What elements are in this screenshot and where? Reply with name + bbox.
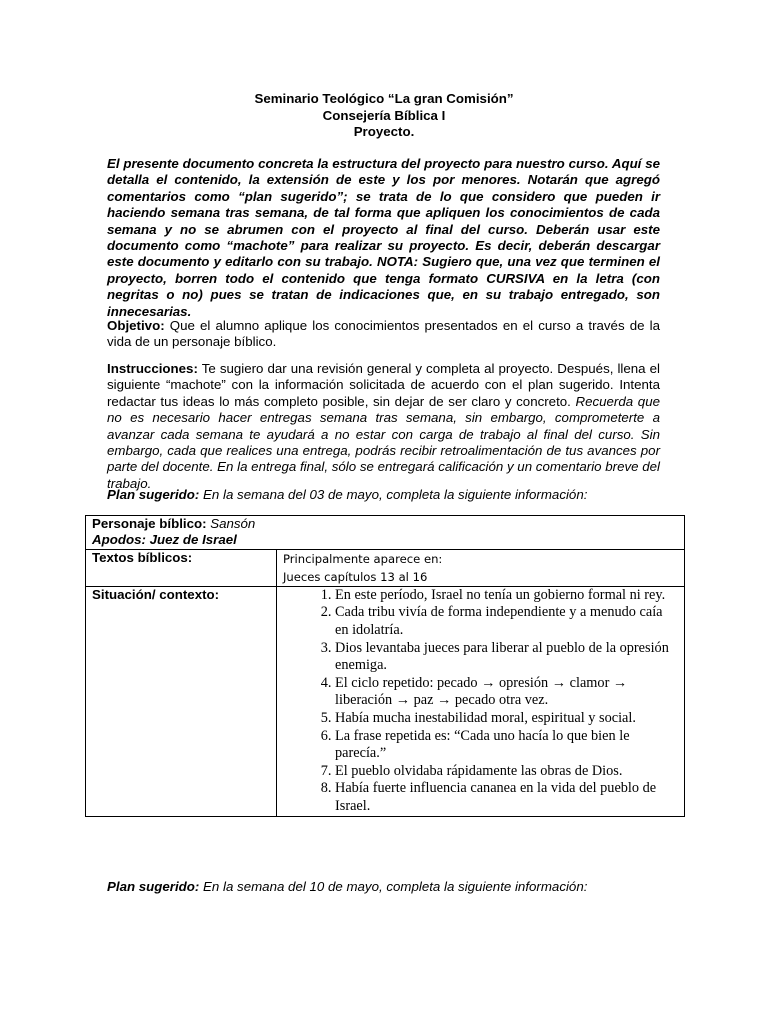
course-title: Consejería Bíblica I xyxy=(322,107,446,123)
situacion-list xyxy=(283,587,678,816)
document-header xyxy=(0,91,768,141)
list-item: 3. Dios levantaba jueces para liberar al pueblo de la opresión enemiga. xyxy=(335,640,672,675)
objetivo-text: Que el alumno aplique los conocimientos presentados en el curso a través de la vida de un personaje bíblico. xyxy=(107,318,660,350)
list-item: 5. Había mucha inestabilidad moral, espiritual y social. xyxy=(335,710,672,728)
textos-label-cell xyxy=(86,549,277,586)
list-item: 2. Cada tribu vivía de forma independiente y a menudo caía en idolatría. xyxy=(335,604,672,639)
plan2-text: En la semana del 10 de mayo, completa la siguiente información: xyxy=(199,879,588,894)
character-table xyxy=(85,515,685,817)
plan2-label: Plan sugerido: xyxy=(107,879,200,894)
situacion-label-cell xyxy=(86,586,277,816)
seminary-title: Seminario Teológico “La gran Comisión” xyxy=(254,91,514,106)
list-item: 4. El ciclo repetido: pecado → opresión → clamor → liberación → paz → pecado otra vez. xyxy=(335,675,672,710)
plan-sugerido-2 xyxy=(107,879,660,895)
instrucciones-paragraph xyxy=(107,361,660,492)
situacion-label: Situación/ contexto: xyxy=(92,586,220,602)
table-row xyxy=(86,549,685,586)
plan-sugerido-1 xyxy=(107,487,660,503)
objetivo-paragraph xyxy=(107,318,660,351)
situacion-value-cell xyxy=(277,586,685,816)
table-row xyxy=(86,586,685,816)
textos-line-2: Jueces capítulos 13 al 16 xyxy=(283,569,428,584)
personaje-label: Personaje bíblico: xyxy=(92,516,207,531)
list-item: 7. El pueblo olvidaba rápidamente las obras de Dios. xyxy=(335,763,672,781)
table-row xyxy=(86,516,685,550)
list-item: 1. En este período, Israel no tenía un gobierno formal ni rey. xyxy=(335,587,672,605)
plan1-label: Plan sugerido: xyxy=(107,487,200,502)
list-item: 6. La frase repetida es: “Cada uno hacía lo que bien le parecía.” xyxy=(335,728,672,763)
instrucciones-label: Instrucciones: xyxy=(107,361,198,376)
instrucciones-italic-text: Recuerda que no es necesario hacer entregas semana tras semana, sin embargo, comprometerte a avanzar cada semana te ayudará a no estar con carga de trabajo al final del curso. Sin embargo, cada que realices una entrega, podrás recibir retroalimentación de tus avances por parte del docente. En la entrega final, sólo se entregará calificación y un comentario breve del trabajo. xyxy=(107,393,660,491)
intro-paragraph: El presente documento concreta la estructura del proyecto para nuestro curso. Aquí se detalla el contenido, la extensión de este y los por menores. Notarán que agregó comentarios como “plan sugerido”; se trata de lo que considero que pueden ir haciendo semana tras semana, de tal forma que apliquen los conocimientos de cada semana y no se abrumen con el proyecto al final del curso. Deberán usar este documento como “machote” para realizar su proyecto. Es decir, deberán descargar este documento y editarlo con su trabajo. NOTA: Sugiero que, una vez que terminen el proyecto, borren todo el contenido que tenga formato CURSIVA en la letra (con negritas o no) pues se tratan de indicaciones que, en su trabajo entregado, son innecesarias. xyxy=(107,156,660,319)
textos-value-cell xyxy=(277,549,685,586)
objetivo-label: Objetivo: xyxy=(107,318,165,333)
personaje-line xyxy=(92,516,678,532)
personaje-cell xyxy=(86,516,685,550)
personaje-value: Sansón xyxy=(206,516,256,531)
project-title: Proyecto. xyxy=(353,124,415,139)
instrucciones-text: Te sugiero dar una revisión general y completa al proyecto. Después, llena el siguiente “machote” con la información solicitada de acuerdo con el plan sugerido. Intenta redactar tus ideas lo más completo posible, sin dejar de ser claro y concreto. xyxy=(107,361,660,409)
plan1-text: En la semana del 03 de mayo, completa la siguiente información: xyxy=(199,487,588,502)
textos-line-1: Principalmente aparece en: xyxy=(283,551,443,566)
textos-label: Textos bíblicos: xyxy=(92,549,193,565)
list-item: 8. Había fuerte influencia cananea en la vida del pueblo de Israel. xyxy=(335,780,672,815)
apodos-line: Apodos: Juez de Israel xyxy=(92,532,237,548)
